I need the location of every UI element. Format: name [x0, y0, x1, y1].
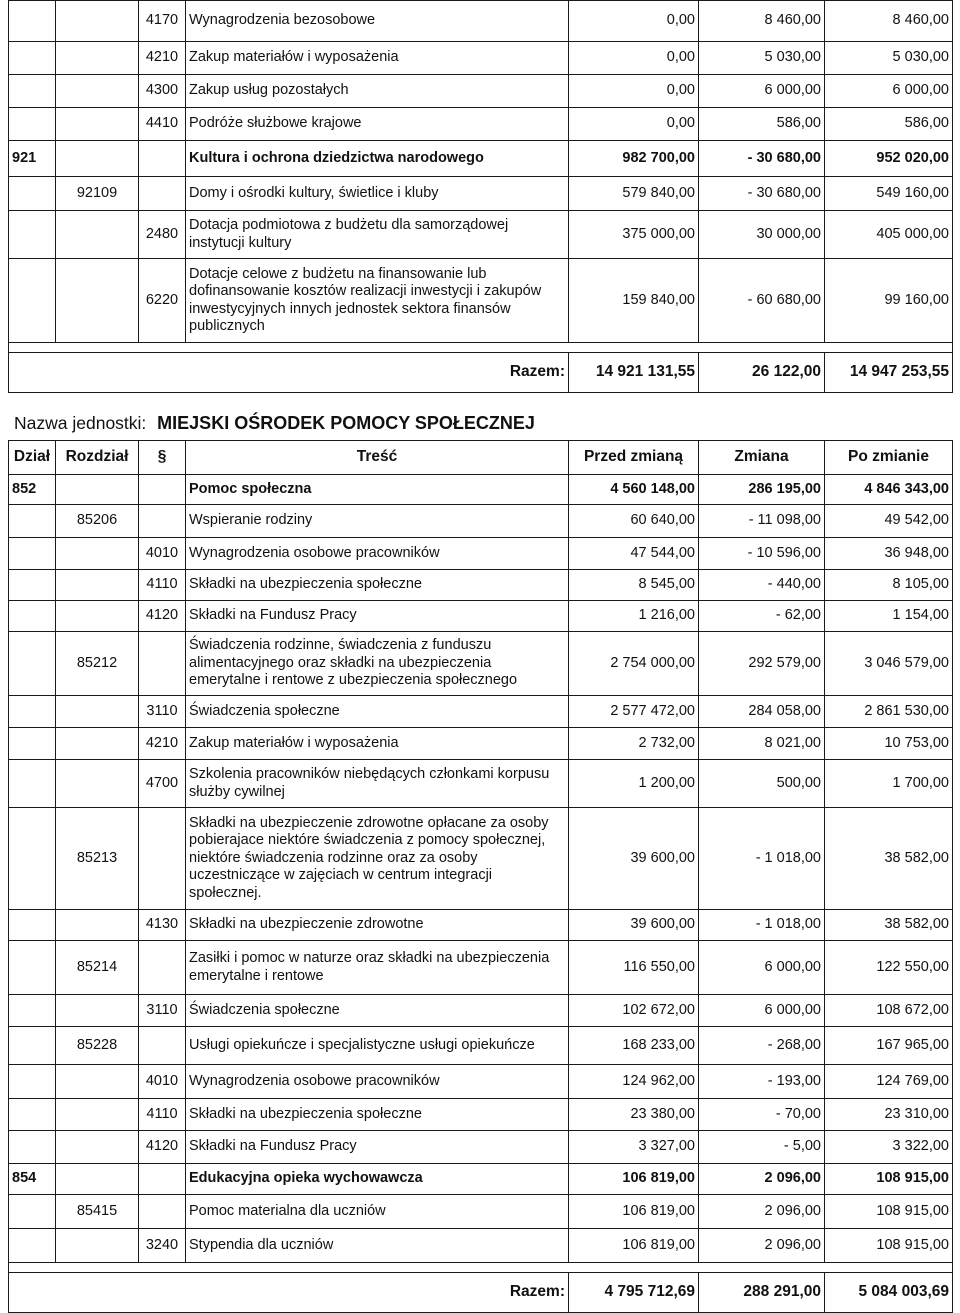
razem-zmiana: 288 291,00: [699, 1273, 825, 1313]
paragraf-cell: 4120: [139, 601, 186, 632]
table-row: [9, 1, 953, 42]
tresc-cell: Składki na Fundusz Pracy: [186, 1131, 569, 1164]
tresc-cell: Domy i ośrodki kultury, świetlice i kluby: [186, 177, 569, 211]
zmiana-cell: 6 000,00: [699, 995, 825, 1027]
zmiana-cell: 30 000,00: [699, 211, 825, 259]
table-spacer: [9, 1263, 953, 1273]
dzial-cell: [9, 1229, 56, 1263]
paragraf-cell: 4010: [139, 538, 186, 570]
po-zmianie-cell: 952 020,00: [825, 141, 953, 177]
tresc-cell: Składki na ubezpieczenie zdrowotne: [186, 910, 569, 941]
po-zmianie-cell: 99 160,00: [825, 259, 953, 343]
po-zmianie-cell: 23 310,00: [825, 1099, 953, 1131]
tresc-cell: Szkolenia pracowników niebędących członkami korpusu służby cywilnej: [186, 760, 569, 808]
rozdzial-cell: 85206: [56, 505, 139, 538]
dzial-cell: [9, 728, 56, 760]
po-zmianie-cell: 3 046 579,00: [825, 632, 953, 696]
przed-zmiana-cell: 106 819,00: [569, 1164, 699, 1195]
tresc-cell: Dotacje celowe z budżetu na finansowanie lub dofinansowanie kosztów realizacji inwestycji i zakupów inwestycyjnych innych jednostek sektora finansów publicznych: [186, 259, 569, 343]
table-spacer: [9, 343, 953, 353]
rozdzial-cell: [56, 42, 139, 75]
przed-zmiana-cell: 106 819,00: [569, 1229, 699, 1263]
table-row: [9, 108, 953, 141]
rozdzial-cell: [56, 728, 139, 760]
przed-zmiana-cell: 168 233,00: [569, 1027, 699, 1065]
table-row: [9, 1099, 953, 1131]
table-row-rozdzial: [9, 632, 953, 696]
tresc-cell: Zakup usług pozostałych: [186, 75, 569, 108]
table-row: [9, 1131, 953, 1164]
table-row-rozdzial: [9, 177, 953, 211]
rozdzial-cell: [56, 1, 139, 42]
zmiana-cell: - 60 680,00: [699, 259, 825, 343]
przed-zmiana-cell: 47 544,00: [569, 538, 699, 570]
table-row: [9, 728, 953, 760]
budget-table-mops: [8, 440, 953, 1313]
przed-zmiana-cell: 0,00: [569, 108, 699, 141]
dzial-cell: 854: [9, 1164, 56, 1195]
dzial-cell: [9, 632, 56, 696]
rozdzial-cell: 85213: [56, 808, 139, 910]
po-zmianie-cell: 586,00: [825, 108, 953, 141]
zmiana-cell: - 1 018,00: [699, 808, 825, 910]
tresc-cell: Edukacyjna opieka wychowawcza: [186, 1164, 569, 1195]
rozdzial-cell: [56, 538, 139, 570]
tresc-cell: Pomoc społeczna: [186, 475, 569, 505]
przed-zmiana-cell: 3 327,00: [569, 1131, 699, 1164]
tresc-cell: Dotacja podmiotowa z budżetu dla samorządowej instytucji kultury: [186, 211, 569, 259]
rozdzial-cell: 85228: [56, 1027, 139, 1065]
paragraf-cell: [139, 808, 186, 910]
razem-przed-zmiana: 4 795 712,69: [569, 1273, 699, 1313]
dzial-cell: 921: [9, 141, 56, 177]
paragraf-cell: [139, 632, 186, 696]
dzial-cell: [9, 696, 56, 728]
przed-zmiana-cell: 60 640,00: [569, 505, 699, 538]
zmiana-cell: - 193,00: [699, 1065, 825, 1099]
rozdzial-cell: [56, 570, 139, 601]
zmiana-cell: 284 058,00: [699, 696, 825, 728]
rozdzial-cell: [56, 211, 139, 259]
table-row-dzial: [9, 141, 953, 177]
zmiana-cell: - 5,00: [699, 1131, 825, 1164]
dzial-cell: [9, 211, 56, 259]
po-zmianie-cell: 38 582,00: [825, 910, 953, 941]
zmiana-cell: 5 030,00: [699, 42, 825, 75]
paragraf-cell: [139, 1027, 186, 1065]
paragraf-cell: [139, 1164, 186, 1195]
tresc-cell: Składki na ubezpieczenia społeczne: [186, 1099, 569, 1131]
dzial-cell: [9, 1027, 56, 1065]
zmiana-cell: - 268,00: [699, 1027, 825, 1065]
zmiana-cell: - 440,00: [699, 570, 825, 601]
table-row: [9, 1229, 953, 1263]
dzial-cell: [9, 259, 56, 343]
unit-heading: [14, 413, 535, 434]
tresc-cell: Zakup materiałów i wyposażenia: [186, 728, 569, 760]
dzial-cell: [9, 538, 56, 570]
razem-po-zmianie: 14 947 253,55: [825, 353, 953, 393]
table-row-rozdzial: [9, 505, 953, 538]
table-row-rozdzial: [9, 808, 953, 910]
paragraf-cell: [139, 1195, 186, 1229]
po-zmianie-cell: 108 915,00: [825, 1164, 953, 1195]
table-row: [9, 538, 953, 570]
dzial-cell: [9, 760, 56, 808]
po-zmianie-cell: 122 550,00: [825, 941, 953, 995]
dzial-cell: [9, 910, 56, 941]
przed-zmiana-cell: 2 754 000,00: [569, 632, 699, 696]
dzial-cell: [9, 995, 56, 1027]
unit-name: MIEJSKI OŚRODEK POMOCY SPOŁECZNEJ: [157, 413, 535, 433]
tresc-cell: Składki na Fundusz Pracy: [186, 601, 569, 632]
dzial-cell: [9, 1065, 56, 1099]
zmiana-cell: 586,00: [699, 108, 825, 141]
table-row: [9, 75, 953, 108]
zmiana-cell: 500,00: [699, 760, 825, 808]
razem-label: Razem:: [9, 1273, 569, 1313]
tresc-cell: Świadczenia społeczne: [186, 995, 569, 1027]
po-zmianie-cell: 1 154,00: [825, 601, 953, 632]
zmiana-cell: 6 000,00: [699, 75, 825, 108]
dzial-cell: [9, 505, 56, 538]
table-row: [9, 1065, 953, 1099]
table-row-rozdzial: [9, 941, 953, 995]
tresc-cell: Podróże służbowe krajowe: [186, 108, 569, 141]
razem-przed-zmiana: 14 921 131,55: [569, 353, 699, 393]
table-row: [9, 211, 953, 259]
tresc-cell: Kultura i ochrona dziedzictwa narodowego: [186, 141, 569, 177]
header-zmiana: Zmiana: [699, 441, 825, 475]
header-po-zmianie: Po zmianie: [825, 441, 953, 475]
paragraf-cell: 4210: [139, 42, 186, 75]
po-zmianie-cell: 405 000,00: [825, 211, 953, 259]
dzial-cell: [9, 75, 56, 108]
zmiana-cell: - 62,00: [699, 601, 825, 632]
przed-zmiana-cell: 2 732,00: [569, 728, 699, 760]
razem-row: [9, 1273, 953, 1313]
przed-zmiana-cell: 982 700,00: [569, 141, 699, 177]
tresc-cell: Świadczenia rodzinne, świadczenia z funduszu alimentacyjnego oraz składki na ubezpieczenia emerytalne i rentowe z ubezpieczenia społecznego: [186, 632, 569, 696]
table-row: [9, 760, 953, 808]
po-zmianie-cell: 10 753,00: [825, 728, 953, 760]
przed-zmiana-cell: 0,00: [569, 1, 699, 42]
przed-zmiana-cell: 102 672,00: [569, 995, 699, 1027]
header-paragraf: §: [139, 441, 186, 475]
tresc-cell: Wynagrodzenia bezosobowe: [186, 1, 569, 42]
header-dzial: Dział: [9, 441, 56, 475]
table-header-row: [9, 441, 953, 475]
po-zmianie-cell: 3 322,00: [825, 1131, 953, 1164]
table-row: [9, 570, 953, 601]
table-row: [9, 910, 953, 941]
rozdzial-cell: [56, 1065, 139, 1099]
po-zmianie-cell: 108 915,00: [825, 1229, 953, 1263]
header-przed-zmiana: Przed zmianą: [569, 441, 699, 475]
paragraf-cell: 4300: [139, 75, 186, 108]
tresc-cell: Stypendia dla uczniów: [186, 1229, 569, 1263]
dzial-cell: [9, 42, 56, 75]
table-row: [9, 995, 953, 1027]
przed-zmiana-cell: 0,00: [569, 75, 699, 108]
razem-zmiana: 26 122,00: [699, 353, 825, 393]
przed-zmiana-cell: 579 840,00: [569, 177, 699, 211]
paragraf-cell: 4130: [139, 910, 186, 941]
przed-zmiana-cell: 39 600,00: [569, 808, 699, 910]
dzial-cell: [9, 601, 56, 632]
dzial-cell: [9, 1195, 56, 1229]
rozdzial-cell: 85212: [56, 632, 139, 696]
przed-zmiana-cell: 116 550,00: [569, 941, 699, 995]
rozdzial-cell: [56, 1164, 139, 1195]
przed-zmiana-cell: 124 962,00: [569, 1065, 699, 1099]
zmiana-cell: 2 096,00: [699, 1229, 825, 1263]
tresc-cell: Składki na ubezpieczenie zdrowotne opłacane za osoby pobierajace niektóre świadczenia z pomocy społecznej, niektóre świadczenia rodzinne oraz za osoby uczestniczące w zajęciach w centrum integracji społecznej.: [186, 808, 569, 910]
po-zmianie-cell: 36 948,00: [825, 538, 953, 570]
razem-row: [9, 353, 953, 393]
tresc-cell: Świadczenia społeczne: [186, 696, 569, 728]
po-zmianie-cell: 167 965,00: [825, 1027, 953, 1065]
paragraf-cell: 4110: [139, 1099, 186, 1131]
paragraf-cell: 4010: [139, 1065, 186, 1099]
paragraf-cell: [139, 177, 186, 211]
table-row: [9, 42, 953, 75]
przed-zmiana-cell: 159 840,00: [569, 259, 699, 343]
tresc-cell: Składki na ubezpieczenia społeczne: [186, 570, 569, 601]
zmiana-cell: - 10 596,00: [699, 538, 825, 570]
zmiana-cell: 6 000,00: [699, 941, 825, 995]
header-tresc: Treść: [186, 441, 569, 475]
rozdzial-cell: [56, 1099, 139, 1131]
zmiana-cell: 292 579,00: [699, 632, 825, 696]
przed-zmiana-cell: 0,00: [569, 42, 699, 75]
zmiana-cell: - 70,00: [699, 1099, 825, 1131]
przed-zmiana-cell: 1 216,00: [569, 601, 699, 632]
zmiana-cell: - 1 018,00: [699, 910, 825, 941]
rozdzial-cell: [56, 475, 139, 505]
tresc-cell: Wynagrodzenia osobowe pracowników: [186, 1065, 569, 1099]
spacer-cell: [9, 1263, 953, 1273]
paragraf-cell: 3240: [139, 1229, 186, 1263]
zmiana-cell: 2 096,00: [699, 1195, 825, 1229]
rozdzial-cell: [56, 696, 139, 728]
rozdzial-cell: [56, 141, 139, 177]
table-row-dzial: [9, 475, 953, 505]
rozdzial-cell: 85214: [56, 941, 139, 995]
po-zmianie-cell: 4 846 343,00: [825, 475, 953, 505]
po-zmianie-cell: 1 700,00: [825, 760, 953, 808]
tresc-cell: Zakup materiałów i wyposażenia: [186, 42, 569, 75]
rozdzial-cell: [56, 910, 139, 941]
paragraf-cell: [139, 941, 186, 995]
po-zmianie-cell: 108 915,00: [825, 1195, 953, 1229]
tresc-cell: Zasiłki i pomoc w naturze oraz składki na ubezpieczenia emerytalne i rentowe: [186, 941, 569, 995]
zmiana-cell: - 11 098,00: [699, 505, 825, 538]
tresc-cell: Usługi opiekuńcze i specjalistyczne usługi opiekuńcze: [186, 1027, 569, 1065]
paragraf-cell: 4120: [139, 1131, 186, 1164]
header-rozdzial: Rozdział: [56, 441, 139, 475]
rozdzial-cell: [56, 1131, 139, 1164]
dzial-cell: [9, 177, 56, 211]
table-row-rozdzial: [9, 1195, 953, 1229]
paragraf-cell: 2480: [139, 211, 186, 259]
przed-zmiana-cell: 106 819,00: [569, 1195, 699, 1229]
po-zmianie-cell: 108 672,00: [825, 995, 953, 1027]
zmiana-cell: - 30 680,00: [699, 141, 825, 177]
paragraf-cell: 4410: [139, 108, 186, 141]
paragraf-cell: [139, 505, 186, 538]
tresc-cell: Pomoc materialna dla uczniów: [186, 1195, 569, 1229]
zmiana-cell: - 30 680,00: [699, 177, 825, 211]
zmiana-cell: 286 195,00: [699, 475, 825, 505]
po-zmianie-cell: 6 000,00: [825, 75, 953, 108]
po-zmianie-cell: 124 769,00: [825, 1065, 953, 1099]
przed-zmiana-cell: 4 560 148,00: [569, 475, 699, 505]
dzial-cell: [9, 108, 56, 141]
zmiana-cell: 2 096,00: [699, 1164, 825, 1195]
przed-zmiana-cell: 2 577 472,00: [569, 696, 699, 728]
zmiana-cell: 8 460,00: [699, 1, 825, 42]
paragraf-cell: 3110: [139, 995, 186, 1027]
paragraf-cell: 6220: [139, 259, 186, 343]
po-zmianie-cell: 8 105,00: [825, 570, 953, 601]
po-zmianie-cell: 8 460,00: [825, 1, 953, 42]
rozdzial-cell: [56, 995, 139, 1027]
dzial-cell: [9, 1131, 56, 1164]
unit-label: Nazwa jednostki:: [14, 413, 147, 433]
table-row-dzial: [9, 1164, 953, 1195]
razem-po-zmianie: 5 084 003,69: [825, 1273, 953, 1313]
dzial-cell: [9, 808, 56, 910]
dzial-cell: [9, 941, 56, 995]
zmiana-cell: 8 021,00: [699, 728, 825, 760]
paragraf-cell: 4170: [139, 1, 186, 42]
rozdzial-cell: [56, 1229, 139, 1263]
przed-zmiana-cell: 8 545,00: [569, 570, 699, 601]
tresc-cell: Wynagrodzenia osobowe pracowników: [186, 538, 569, 570]
rozdzial-cell: [56, 108, 139, 141]
przed-zmiana-cell: 23 380,00: [569, 1099, 699, 1131]
razem-label: Razem:: [9, 353, 569, 393]
rozdzial-cell: 92109: [56, 177, 139, 211]
rozdzial-cell: 85415: [56, 1195, 139, 1229]
table-row: [9, 259, 953, 343]
dzial-cell: [9, 1099, 56, 1131]
rozdzial-cell: [56, 75, 139, 108]
table-row: [9, 696, 953, 728]
po-zmianie-cell: 549 160,00: [825, 177, 953, 211]
przed-zmiana-cell: 39 600,00: [569, 910, 699, 941]
po-zmianie-cell: 38 582,00: [825, 808, 953, 910]
po-zmianie-cell: 2 861 530,00: [825, 696, 953, 728]
paragraf-cell: [139, 141, 186, 177]
po-zmianie-cell: 5 030,00: [825, 42, 953, 75]
tresc-cell: Wspieranie rodziny: [186, 505, 569, 538]
table-row-rozdzial: [9, 1027, 953, 1065]
paragraf-cell: 4210: [139, 728, 186, 760]
paragraf-cell: 3110: [139, 696, 186, 728]
paragraf-cell: 4700: [139, 760, 186, 808]
rozdzial-cell: [56, 601, 139, 632]
paragraf-cell: 4110: [139, 570, 186, 601]
przed-zmiana-cell: 375 000,00: [569, 211, 699, 259]
spacer-cell: [9, 343, 953, 353]
dzial-cell: 852: [9, 475, 56, 505]
paragraf-cell: [139, 475, 186, 505]
rozdzial-cell: [56, 259, 139, 343]
dzial-cell: [9, 1, 56, 42]
przed-zmiana-cell: 1 200,00: [569, 760, 699, 808]
budget-table-culture: [8, 0, 953, 393]
dzial-cell: [9, 570, 56, 601]
table-row: [9, 601, 953, 632]
po-zmianie-cell: 49 542,00: [825, 505, 953, 538]
rozdzial-cell: [56, 760, 139, 808]
